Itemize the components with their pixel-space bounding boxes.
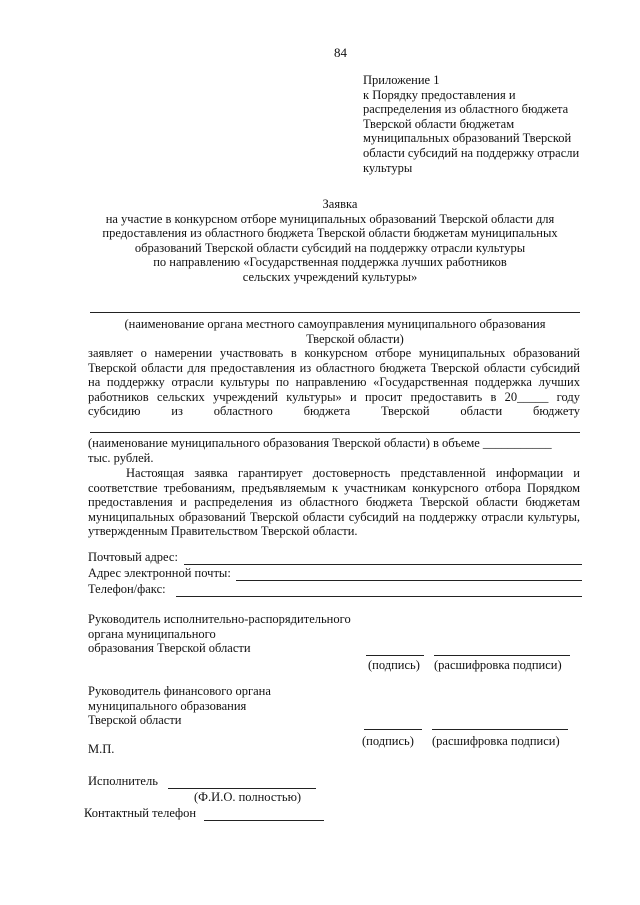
paragraph-guarantee	[88, 466, 580, 539]
executor-name-line	[168, 788, 316, 789]
paragraph-request-cont	[88, 436, 580, 465]
decoding-caption: (расшифровка подписи)	[434, 658, 562, 672]
phone-fax-line	[176, 596, 582, 597]
caption-line: (наименование органа местного самоуправления муниципального образования	[124, 317, 546, 331]
appendix-block	[363, 73, 603, 175]
municipality-name-line	[90, 432, 580, 433]
caption-line: Тверской области)	[306, 331, 404, 346]
appendix-line: культуры	[363, 160, 413, 175]
postal-address-label: Почтовый адрес:	[88, 550, 178, 564]
amount-unit: тыс. рублей.	[88, 450, 154, 465]
stamp-place: М.П.	[88, 742, 115, 756]
body-line: работников сельских учреждений культуры» и просит предоставить в 20_____ году	[88, 389, 580, 404]
head-finance-block	[88, 684, 388, 728]
body-line: предоставления и распределения из областного бюджета Тверской области бюджетам	[88, 495, 580, 510]
executor-label: Исполнитель	[88, 774, 158, 788]
document-title	[80, 197, 580, 285]
signature-line	[364, 729, 422, 730]
decoding-caption: (расшифровка подписи)	[432, 734, 560, 748]
body-line: Тверской области для предоставления из областного бюджета Тверской области субсидий	[88, 360, 580, 375]
decoding-line	[432, 729, 568, 730]
email-label: Адрес электронной почты:	[88, 566, 231, 580]
organ-name-line	[90, 312, 580, 313]
paragraph-request	[88, 346, 580, 419]
postal-address-line	[184, 564, 582, 565]
page-number: 84	[334, 45, 347, 60]
body-line: субсидию из областного бюджета Тверской области бюджету	[88, 404, 580, 419]
contact-phone-line	[204, 820, 324, 821]
appendix-line: к Порядку предоставления и	[363, 87, 516, 102]
appendix-line: области субсидий на поддержку отрасли	[363, 145, 580, 160]
head-title-line: муниципального образования	[88, 698, 247, 713]
contact-phone-label: Контактный телефон	[84, 806, 197, 820]
head-title-line: Руководитель исполнительно-распорядительного	[88, 612, 351, 626]
head-title-line: Тверской области	[88, 713, 182, 728]
title-line: предоставления из областного бюджета Тверской области бюджетам муниципальных	[102, 226, 558, 241]
email-line	[236, 580, 582, 581]
body-line: соответствие требованиям, предъявляемым к участникам конкурсного отбора Порядком	[88, 480, 580, 495]
body-line: Настоящая заявка гарантирует достоверность представленной информации и	[126, 466, 580, 480]
head-executive-block	[88, 612, 388, 656]
municipality-caption: (наименование муниципального образования Тверской области) в объеме ___________	[88, 436, 552, 450]
body-line: муниципальных образований Тверской области субсидий на поддержку отрасли культуры,	[88, 509, 580, 524]
title-line: по направлению «Государственная поддержка лучших работников	[153, 255, 507, 270]
title-line: сельских учреждений культуры»	[242, 269, 418, 284]
signature-caption: (подпись)	[368, 658, 420, 672]
body-line: утвержденным Правительством Тверской области.	[88, 524, 358, 539]
decoding-line	[434, 655, 570, 656]
head-title-line: образования Тверской области	[88, 641, 251, 656]
signature-caption: (подпись)	[362, 734, 414, 748]
signature-line	[366, 655, 424, 656]
appendix-line: муниципальных образований Тверской	[363, 131, 572, 146]
title-line: образований Тверской области субсидий на поддержку отрасли культуры	[134, 240, 526, 255]
appendix-line: распределения из областного бюджета	[363, 102, 569, 117]
head-title-line: Руководитель финансового органа	[88, 684, 271, 698]
body-line: заявляет о намерении участвовать в конкурсном отборе муниципальных образований	[88, 346, 580, 360]
title-line: Заявка	[322, 197, 358, 211]
body-line: на поддержку отрасли культуры по направлению «Государственная поддержка лучших	[88, 375, 580, 390]
appendix-line: Тверской области бюджетам	[363, 116, 515, 131]
phone-fax-label: Телефон/факс:	[88, 582, 166, 596]
title-line: на участие в конкурсном отборе муниципальных образований Тверской области для	[105, 211, 555, 226]
head-title-line: органа муниципального	[88, 626, 216, 641]
executor-caption: (Ф.И.О. полностью)	[194, 790, 302, 804]
appendix-line: Приложение 1	[363, 73, 440, 87]
organ-caption	[80, 317, 590, 346]
